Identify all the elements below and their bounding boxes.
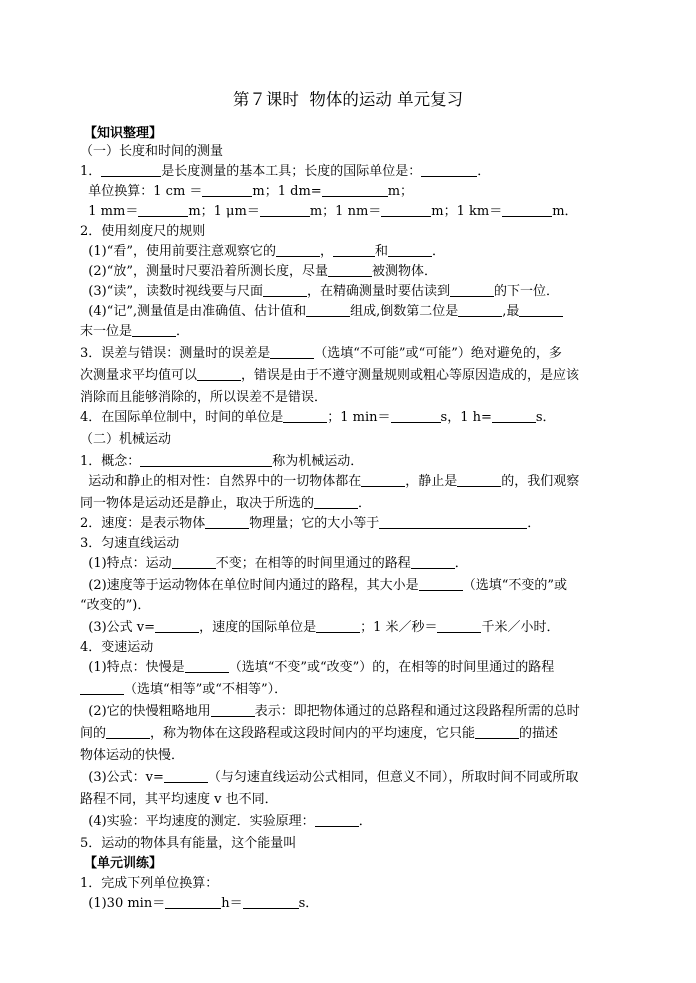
text-segment: 消除而且能够消除的，所以误差不是错误． bbox=[80, 390, 328, 405]
fill-in-blank bbox=[314, 496, 358, 509]
text-segment: s． bbox=[298, 896, 319, 911]
text-segment: ；1 min＝ bbox=[327, 410, 391, 425]
fill-in-blank bbox=[391, 410, 441, 423]
text-line bbox=[80, 304, 563, 320]
fill-in-blank bbox=[388, 244, 432, 257]
text-line bbox=[80, 748, 184, 764]
text-line bbox=[80, 454, 363, 470]
text-line bbox=[84, 856, 162, 872]
text-segment: 不变；在相等的时间里通过的路程 bbox=[215, 556, 411, 571]
text-segment: 被测物体． bbox=[371, 264, 437, 279]
text-line bbox=[80, 410, 556, 426]
text-segment: 物体运动的快慢． bbox=[80, 748, 185, 763]
fill-in-blank bbox=[132, 324, 176, 337]
text-segment: (4)实验：平均速度的测定．实验原理： bbox=[80, 814, 315, 829]
text-segment: (1)特点：快慢是 bbox=[80, 660, 185, 675]
text-segment: s，1 h= bbox=[440, 410, 492, 425]
text-line bbox=[84, 126, 162, 142]
text-segment: ． bbox=[527, 516, 541, 531]
fill-in-blank bbox=[211, 704, 255, 717]
text-line bbox=[80, 792, 278, 808]
text-segment: (2)速度等于运动物体在单位时间内通过的路程，其大小是 bbox=[80, 578, 419, 593]
text-line bbox=[80, 556, 468, 572]
text-segment: 物理量；它的大小等于 bbox=[249, 516, 380, 531]
fill-in-blank bbox=[450, 284, 494, 297]
text-line bbox=[80, 204, 578, 220]
fill-in-blank bbox=[457, 474, 501, 487]
text-segment: (3)公式：v= bbox=[80, 770, 164, 785]
text-line bbox=[80, 876, 218, 892]
text-segment: 1． bbox=[80, 164, 102, 179]
text-segment: 组成,倒数第二位是 bbox=[350, 304, 459, 319]
text-segment: (2)“放”，测量时尺要沿着所测长度，尽量 bbox=[80, 264, 328, 279]
text-segment: (1)“看”，使用前要注意观察它的 bbox=[80, 244, 276, 259]
fill-in-blank bbox=[475, 726, 519, 739]
fill-in-blank bbox=[185, 660, 229, 673]
text-segment: ；1 米／秒＝ bbox=[360, 620, 438, 635]
text-line bbox=[80, 536, 179, 552]
fill-in-blank bbox=[270, 346, 314, 359]
text-segment: 3．匀速直线运动 bbox=[80, 536, 180, 551]
text-line bbox=[80, 896, 318, 912]
fill-in-blank bbox=[197, 368, 241, 381]
fill-in-blank bbox=[458, 304, 502, 317]
fill-in-blank bbox=[106, 726, 150, 739]
fill-in-blank bbox=[205, 516, 249, 529]
text-segment: m；1 nm＝ bbox=[309, 204, 382, 219]
fill-in-blank bbox=[276, 244, 320, 257]
text-line bbox=[80, 770, 578, 786]
text-line bbox=[80, 390, 327, 406]
text-segment: 表示：即把物体通过的总路程和通过这段路程所需的总时 bbox=[254, 704, 580, 719]
fill-in-blank bbox=[492, 410, 536, 423]
text-segment: （一）长度和时间的测量 bbox=[80, 144, 224, 159]
text-segment: m． bbox=[552, 204, 578, 219]
text-segment: （二）机械运动 bbox=[80, 432, 172, 447]
text-segment: 和 bbox=[375, 244, 389, 259]
text-segment: （与匀速直线运动公式相同，但意义不同），所取时间不同或所取 bbox=[207, 770, 579, 785]
text-segment: m；1 μm＝ bbox=[188, 204, 260, 219]
text-segment: “改变的”)． bbox=[80, 598, 151, 613]
text-segment: 运动和静止的相对性：自然界中的一切物体都在 bbox=[80, 474, 362, 489]
fill-in-blank bbox=[381, 204, 431, 217]
fill-in-blank bbox=[322, 184, 388, 197]
text-line bbox=[80, 640, 153, 656]
fill-in-blank bbox=[316, 620, 360, 633]
text-line bbox=[80, 184, 413, 200]
text-segment: ，称为物体在这段路程或这段时间内的平均速度，它只能 bbox=[150, 726, 476, 741]
text-segment: ,最 bbox=[502, 304, 520, 319]
fill-in-blank bbox=[202, 184, 252, 197]
text-segment: ． bbox=[477, 164, 491, 179]
fill-in-blank bbox=[172, 556, 216, 569]
fill-in-blank bbox=[519, 304, 563, 317]
text-segment: 【知识整理】 bbox=[84, 126, 163, 141]
text-line bbox=[80, 346, 562, 362]
fill-in-blank bbox=[138, 204, 188, 217]
text-segment: ． bbox=[176, 324, 190, 339]
text-segment: (3)公式 v= bbox=[80, 620, 156, 635]
text-segment: ． bbox=[454, 556, 468, 571]
text-segment: 称为机械运动． bbox=[272, 454, 364, 469]
text-line bbox=[80, 496, 371, 512]
text-segment: ，静止是 bbox=[405, 474, 458, 489]
text-line bbox=[80, 726, 558, 742]
text-segment: (3)“读”，读数时视线要与尺面 bbox=[80, 284, 263, 299]
text-segment: 路程不同，其平均速度 v 也不同． bbox=[80, 792, 278, 807]
text-segment: ． bbox=[358, 496, 372, 511]
text-segment: ，在精确测量时要估读到 bbox=[306, 284, 450, 299]
text-segment: (1)30 min＝ bbox=[80, 896, 166, 911]
text-line bbox=[80, 474, 579, 490]
fill-in-blank bbox=[165, 896, 221, 909]
text-line bbox=[80, 620, 560, 636]
fill-in-blank bbox=[164, 770, 208, 783]
text-segment: ． bbox=[432, 244, 446, 259]
text-segment: ，错误是由于不遵守测量规则或粗心等原因造成的，是应该 bbox=[241, 368, 580, 383]
text-segment: 的下一位． bbox=[494, 284, 560, 299]
text-segment: 千米／小时． bbox=[481, 620, 560, 635]
text-segment: 的描述 bbox=[519, 726, 559, 741]
text-segment: 2．使用刻度尺的规则 bbox=[80, 224, 206, 239]
text-line bbox=[80, 144, 223, 160]
fill-in-blank bbox=[419, 578, 463, 591]
fill-in-blank bbox=[260, 204, 310, 217]
text-segment: （选填“不可能”或“可能”）绝对避免的，多 bbox=[314, 346, 562, 361]
text-line bbox=[80, 432, 171, 448]
text-segment: （选填“不变的”或 bbox=[462, 578, 567, 593]
text-line bbox=[80, 578, 567, 594]
text-segment: 次测量求平均值可以 bbox=[80, 368, 198, 383]
text-segment: 5．运动的物体具有能量，这个能量叫 bbox=[80, 836, 297, 851]
text-segment: ． bbox=[358, 814, 372, 829]
text-line bbox=[80, 704, 580, 720]
text-segment: 【单元训练】 bbox=[84, 856, 163, 871]
fill-in-blank bbox=[379, 516, 527, 529]
text-segment: 的，我们观察 bbox=[501, 474, 580, 489]
text-line bbox=[80, 682, 287, 698]
fill-in-blank bbox=[101, 164, 161, 177]
text-segment: 末一位是 bbox=[80, 324, 133, 339]
text-segment: (1)特点：运动 bbox=[80, 556, 172, 571]
fill-in-blank bbox=[437, 620, 481, 633]
text-segment: (2)它的快慢粗略地用 bbox=[80, 704, 211, 719]
text-segment: h＝ bbox=[221, 896, 243, 911]
fill-in-blank bbox=[361, 474, 405, 487]
text-segment: （选填“不变”或“改变”）的，在相等的时间里通过的路程 bbox=[228, 660, 555, 675]
fill-in-blank bbox=[306, 304, 350, 317]
text-segment: 是长度测量的基本工具；长度的国际单位是： bbox=[161, 164, 422, 179]
text-segment: 同一物体是运动还是静止，取决于所选的 bbox=[80, 496, 315, 511]
text-line bbox=[80, 660, 554, 676]
text-segment: （选填“相等”或“不相等”）． bbox=[124, 682, 288, 697]
text-line bbox=[80, 264, 437, 280]
text-segment: 1．概念： bbox=[80, 454, 141, 469]
text-segment: 间的 bbox=[80, 726, 107, 741]
text-line bbox=[80, 164, 490, 180]
text-segment: 2．速度：是表示物体 bbox=[80, 516, 206, 531]
fill-in-blank bbox=[263, 284, 307, 297]
text-segment: 单位换算：1 cm ＝ bbox=[80, 184, 203, 199]
fill-in-blank bbox=[315, 814, 359, 827]
fill-in-blank bbox=[283, 410, 327, 423]
text-segment: 3．误差与错误：测量时的误差是 bbox=[80, 346, 271, 361]
text-line bbox=[80, 836, 296, 852]
fill-in-blank bbox=[421, 164, 477, 177]
text-segment: m；1 dm= bbox=[252, 184, 322, 199]
page-title: 第７课时 物体的运动 单元复习 bbox=[232, 90, 464, 109]
text-line bbox=[80, 244, 445, 260]
fill-in-blank bbox=[80, 682, 124, 695]
fill-in-blank bbox=[243, 896, 299, 909]
text-line bbox=[80, 224, 205, 240]
text-line bbox=[80, 516, 540, 532]
fill-in-blank bbox=[333, 244, 375, 257]
text-line bbox=[80, 284, 559, 300]
text-segment: 1 mm＝ bbox=[80, 204, 139, 219]
fill-in-blank bbox=[328, 264, 372, 277]
text-segment: 4．变速运动 bbox=[80, 640, 154, 655]
text-segment: s． bbox=[535, 410, 556, 425]
text-line bbox=[80, 598, 150, 614]
text-line bbox=[80, 368, 579, 384]
text-segment: ， bbox=[319, 244, 333, 259]
fill-in-blank bbox=[502, 204, 552, 217]
fill-in-blank bbox=[411, 556, 455, 569]
fill-in-blank bbox=[140, 454, 272, 467]
text-segment: m； bbox=[387, 184, 414, 199]
text-segment: ，速度的国际单位是 bbox=[199, 620, 317, 635]
fill-in-blank bbox=[155, 620, 199, 633]
text-line bbox=[80, 324, 189, 340]
text-segment: 4．在国际单位制中，时间的单位是 bbox=[80, 410, 284, 425]
text-segment: (4)“记”,测量值是由准确值、估计值和 bbox=[80, 304, 307, 319]
text-segment: m；1 km＝ bbox=[431, 204, 503, 219]
text-line bbox=[80, 814, 372, 830]
text-segment: 1．完成下列单位换算： bbox=[80, 876, 219, 891]
